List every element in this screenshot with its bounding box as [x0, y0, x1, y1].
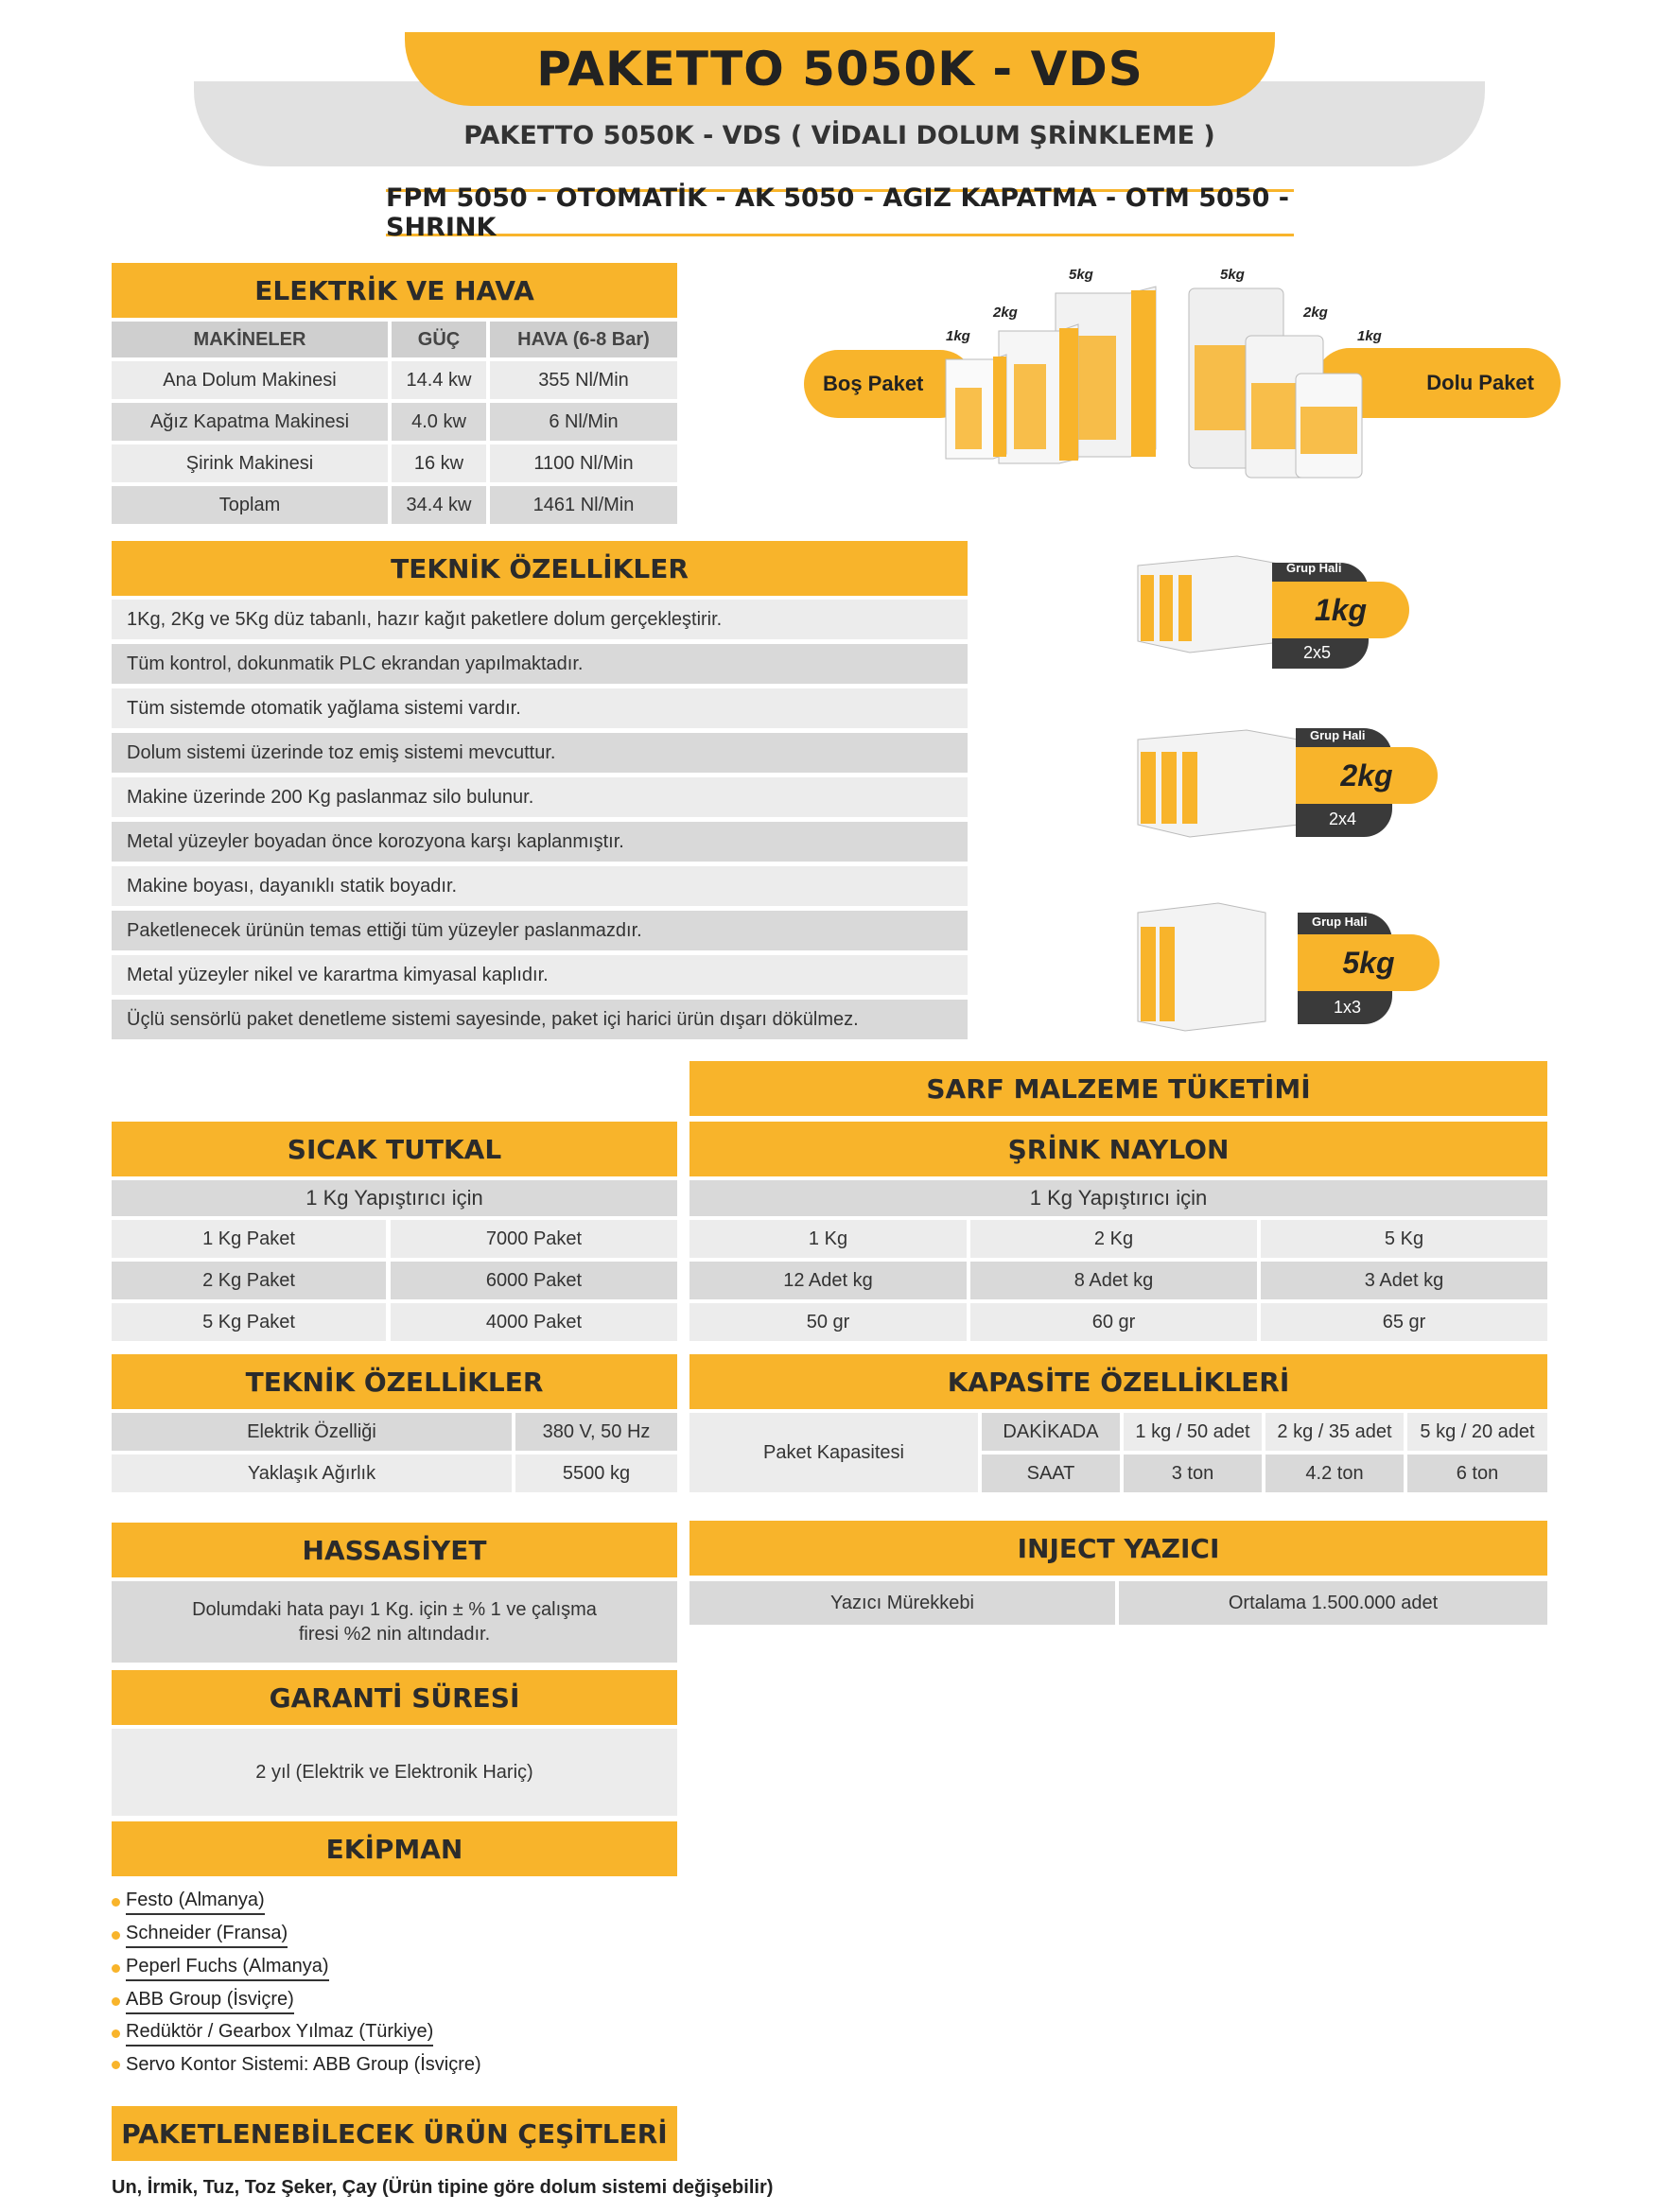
tech-item: Üçlü sensörlü paket denetleme sistemi sayesinde, paket içi harici ürün dışarı dökülmez. — [112, 1000, 968, 1039]
table-cell: 6000 Paket — [391, 1262, 677, 1299]
tech-item: Tüm kontrol, dokunmatik PLC ekrandan yapılmaktadır. — [112, 644, 968, 684]
full-2kg-label: 2kg — [1303, 305, 1328, 321]
table-cell: 355 Nl/Min — [490, 361, 677, 399]
table-cell: 65 gr — [1261, 1303, 1547, 1341]
table-cell: 34.4 kw — [392, 486, 486, 524]
table-cell: 1100 Nl/Min — [490, 444, 677, 482]
models-line: FPM 5050 - OTOMATİK - AK 5050 - AGIZ KAPATMA - OTM 5050 - SHRINK — [386, 189, 1294, 236]
bullet-icon — [112, 1964, 120, 1973]
tech-item: Tüm sistemde otomatik yağlama sistemi vardır. — [112, 688, 968, 728]
tech-item: Dolum sistemi üzerinde toz emiş sistemi mevcuttur. — [112, 733, 968, 773]
table-cell: Yaklaşık Ağırlık — [112, 1454, 512, 1492]
table-cell: 6 Nl/Min — [490, 403, 677, 441]
warranty-title: GARANTİ SÜRESİ — [112, 1670, 677, 1725]
empty-packages-illustration — [936, 270, 1173, 468]
group-1kg-label: Grup Hali — [1286, 561, 1342, 575]
tech-item: Metal yüzeyler boyadan önce korozyona karşı kaplanmıştır. — [112, 822, 968, 862]
precision-box — [112, 1581, 677, 1663]
hot-glue-title: SICAK TUTKAL — [112, 1122, 677, 1176]
tech-item: Makine üzerinde 200 Kg paslanmaz silo bulunur. — [112, 777, 968, 817]
capacity-title: KAPASİTE ÖZELLİKLERİ — [689, 1354, 1547, 1409]
table-cell: 12 Adet kg — [689, 1262, 967, 1299]
inject-value: Ortalama 1.500.000 adet — [1119, 1581, 1547, 1625]
table-cell: 2 Kg Paket — [112, 1262, 386, 1299]
full-1kg-label: 1kg — [1357, 328, 1382, 344]
group-2kg-illustration — [1133, 716, 1303, 839]
group-5kg-illustration — [1133, 894, 1275, 1036]
hot-glue-subheader: 1 Kg Yapıştırıcı için — [112, 1180, 677, 1216]
empty-1kg-label: 1kg — [946, 328, 970, 344]
group-2kg-label: Grup Hali — [1310, 728, 1366, 742]
empty-box-2kg — [999, 324, 1078, 463]
table-cell: DAKİKADA — [982, 1413, 1120, 1451]
inject-label: Yazıcı Mürekkebi — [689, 1581, 1115, 1625]
table-cell: 1 Kg Paket — [112, 1220, 386, 1258]
warranty-text: 2 yıl (Elektrik ve Elektronik Hariç) — [112, 1729, 677, 1816]
table-cell: Toplam — [112, 486, 388, 524]
table-cell: 1461 Nl/Min — [490, 486, 677, 524]
table-cell: 5 kg / 20 adet — [1407, 1413, 1547, 1451]
table-cell: 3 Adet kg — [1261, 1262, 1547, 1299]
group-2kg-size: 2kg — [1296, 747, 1438, 804]
bullet-icon — [112, 1931, 120, 1940]
precision-text-line2: firesi %2 nin altındadır. — [298, 1624, 491, 1645]
products-text: Un, İrmik, Tuz, Toz Şeker, Çay (Ürün tipine göre dolum sistemi değişebilir) — [112, 2177, 774, 2198]
empty-5kg-label: 5kg — [1069, 267, 1093, 283]
table-cell: 16 kw — [392, 444, 486, 482]
group-1kg-illustration — [1133, 537, 1294, 655]
table-cell: 3 ton — [1124, 1454, 1262, 1492]
table-cell: 7000 Paket — [391, 1220, 677, 1258]
bullet-icon — [112, 2061, 120, 2069]
table-cell: Şirink Makinesi — [112, 444, 388, 482]
shrink-subheader: 1 Kg Yapıştırıcı için — [689, 1180, 1547, 1216]
table-cell: 8 Adet kg — [970, 1262, 1257, 1299]
consumption-title: SARF MALZEME TÜKETİMİ — [689, 1061, 1547, 1116]
tech-title: TEKNİK ÖZELLİKLER — [112, 541, 968, 596]
tech-item: Metal yüzeyler nikel ve karartma kimyasal kaplıdır. — [112, 955, 968, 995]
bullet-icon — [112, 1997, 120, 2006]
table-cell: 2 kg / 35 adet — [1265, 1413, 1404, 1451]
bullet-icon — [112, 2029, 120, 2038]
inject-title: INJECT YAZICI — [689, 1521, 1547, 1576]
electric-col-machines: MAKİNELER — [112, 322, 388, 357]
table-cell: 1 Kg — [689, 1220, 967, 1258]
tech-item: Paketlenecek ürünün temas ettiği tüm yüzeyler paslanmazdır. — [112, 911, 968, 950]
list-item: ABB Group (İsviçre) — [112, 1989, 294, 2014]
table-cell: 14.4 kw — [392, 361, 486, 399]
table-cell: Ağız Kapatma Makinesi — [112, 403, 388, 441]
table-cell: 5 Kg — [1261, 1220, 1547, 1258]
bullet-icon — [112, 1898, 120, 1907]
list-item: Schneider (Fransa) — [112, 1923, 288, 1948]
table-cell: 4.0 kw — [392, 403, 486, 441]
table-cell: Elektrik Özelliği — [112, 1413, 512, 1451]
group-5kg-size: 5kg — [1298, 934, 1440, 991]
page-subtitle: PAKETTO 5050K - VDS ( VİDALI DOLUM ŞRİNKLEME ) — [463, 121, 1215, 150]
products-title: PAKETLENEBİLECEK ÜRÜN ÇEŞİTLERİ — [112, 2106, 677, 2161]
group-2kg-count: 2x4 — [1329, 810, 1357, 828]
full-bag-1kg — [1296, 374, 1362, 478]
list-item: Festo (Almanya) — [112, 1890, 265, 1915]
precision-title: HASSASİYET — [112, 1523, 677, 1577]
group-1kg-size: 1kg — [1272, 582, 1409, 638]
full-package-label: Dolu Paket — [1426, 371, 1534, 394]
full-packages-illustration — [1187, 279, 1376, 482]
precision-text-line1: Dolumdaki hata payı 1 Kg. için ± % 1 ve çalışma — [192, 1599, 597, 1620]
table-cell: 5 Kg Paket — [112, 1303, 386, 1341]
empty-2kg-label: 2kg — [993, 305, 1018, 321]
tech2-title: TEKNİK ÖZELLİKLER — [112, 1354, 677, 1409]
table-cell: 2 Kg — [970, 1220, 1257, 1258]
table-cell: 4000 Paket — [391, 1303, 677, 1341]
table-cell: 50 gr — [689, 1303, 967, 1341]
full-5kg-label: 5kg — [1220, 267, 1245, 283]
shrink-title: ŞRİNK NAYLON — [689, 1122, 1547, 1176]
table-cell: 4.2 ton — [1265, 1454, 1404, 1492]
table-cell: 380 V, 50 Hz — [515, 1413, 677, 1451]
table-cell: 60 gr — [970, 1303, 1257, 1341]
table-cell: 5500 kg — [515, 1454, 677, 1492]
empty-box-1kg — [946, 355, 1006, 459]
tech-item: 1Kg, 2Kg ve 5Kg düz tabanlı, hazır kağıt paketlere dolum gerçekleştirir. — [112, 600, 968, 639]
capacity-label: Paket Kapasitesi — [689, 1413, 978, 1492]
page-title: PAKETTO 5050K - VDS — [536, 42, 1143, 96]
list-item: Redüktör / Gearbox Yılmaz (Türkiye) — [112, 2021, 433, 2047]
electric-col-air: HAVA (6-8 Bar) — [490, 322, 677, 357]
list-item: Servo Kontor Sistemi: ABB Group (İsviçre) — [112, 2054, 481, 2076]
empty-package-label: Boş Paket — [823, 372, 924, 395]
table-cell: Ana Dolum Makinesi — [112, 361, 388, 399]
header-yellow-banner — [405, 32, 1275, 106]
group-1kg-count: 2x5 — [1303, 643, 1332, 662]
table-cell: 1 kg / 50 adet — [1124, 1413, 1262, 1451]
equipment-title: EKİPMAN — [112, 1821, 677, 1876]
table-cell: SAAT — [982, 1454, 1120, 1492]
table-cell: 6 ton — [1407, 1454, 1547, 1492]
electric-title: ELEKTRİK VE HAVA — [112, 263, 677, 318]
tech-item: Makine boyası, dayanıklı statik boyadır. — [112, 866, 968, 906]
list-item: Peperl Fuchs (Almanya) — [112, 1956, 329, 1981]
group-5kg-count: 1x3 — [1334, 998, 1362, 1017]
electric-col-power: GÜÇ — [392, 322, 486, 357]
group-5kg-label: Grup Hali — [1312, 914, 1368, 929]
